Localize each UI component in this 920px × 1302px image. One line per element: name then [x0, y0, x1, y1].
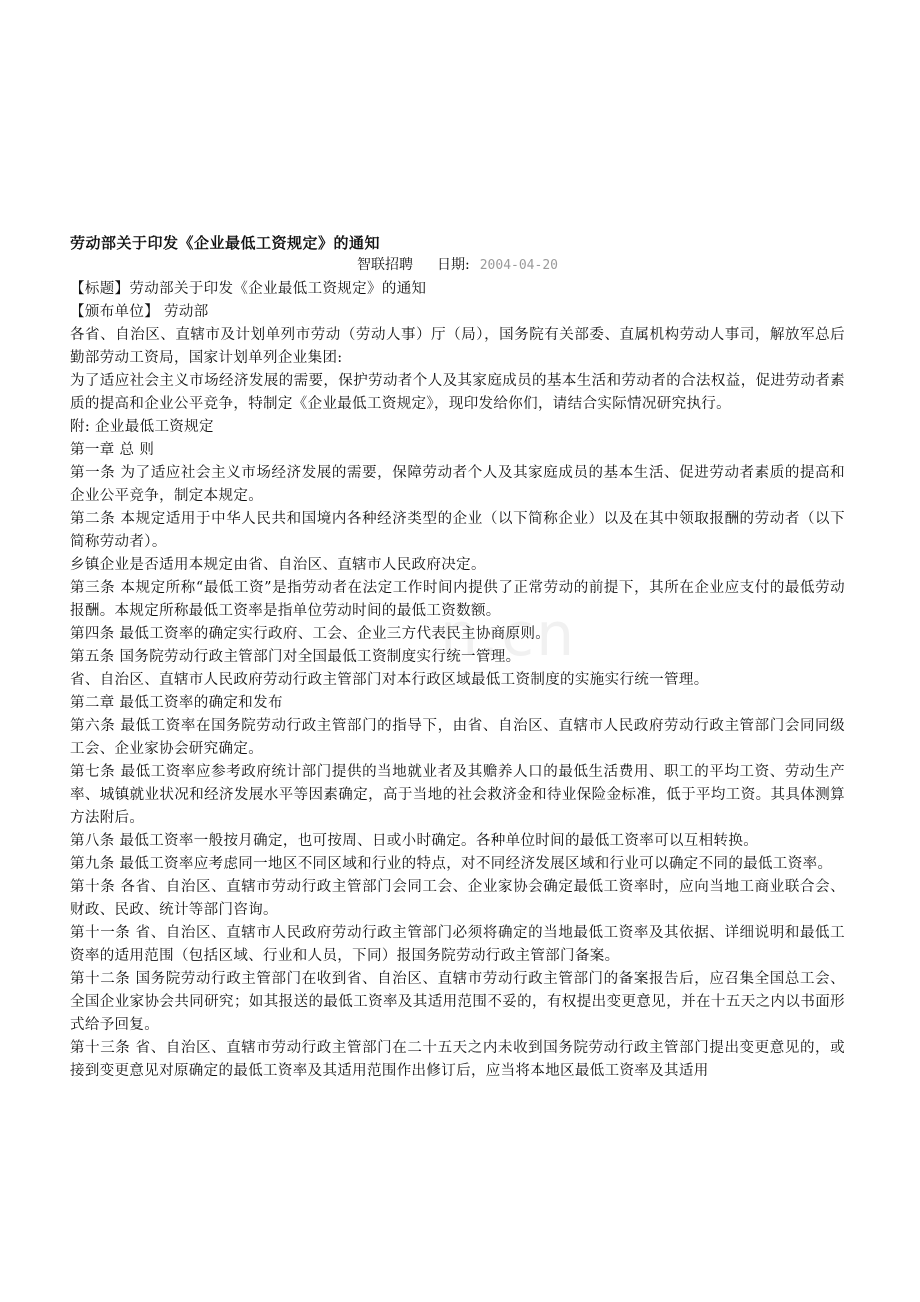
paragraph: 附: 企业最低工资规定: [70, 419, 214, 435]
article: 第九条 最低工资率应考虑同一地区不同区域和行业的特点，对不同经济发展区域和行业可以确定不同的最低工资率。: [70, 856, 833, 872]
article: 第四条 最低工资率的确定实行政府、工会、企业三方代表民主协商原则。: [70, 626, 551, 642]
document-title: 劳动部关于印发《企业最低工资规定》的通知: [70, 234, 381, 252]
article: 第六条 最低工资率在国务院劳动行政主管部门的指导下，由省、自治区、直辖市人民政府劳动行政主管部门会同同级工会、企业家协会研究确定。: [70, 718, 845, 757]
paragraph: 各省、自治区、直辖市及计划单列市劳动（劳动人事）厅（局），国务院有关部委、直属机构劳动人事司，解放军总后勤部劳动工资局，国家计划单列企业集团:: [70, 327, 845, 366]
article: 第十条 各省、自治区、直辖市劳动行政主管部门会同工会、企业家协会确定最低工资率时，应向当地工商业联合会、财政、民政、统计等部门咨询。: [70, 879, 845, 918]
paragraph: 【颁布单位】 劳动部: [70, 304, 209, 320]
paragraph: 【标题】劳动部关于印发《企业最低工资规定》的通知: [70, 281, 427, 297]
publish-date: 2004-04-20: [479, 258, 558, 273]
paragraph: 为了适应社会主义市场经济发展的需要，保护劳动者个人及其家庭成员的基本生活和劳动者的合法权益，促进劳动者素质的提高和企业公平竞争，特制定《企业最低工资规定》，现印发给你们，请结合实际情况研究执行。: [70, 373, 845, 412]
article: 第十一条 省、自治区、直辖市人民政府劳动行政主管部门必须将确定的当地最低工资率及其依据、详细说明和最低工资率的适用范围（包括区域、行业和人员，下同）报国务院劳动行政主管部门备案。: [70, 925, 845, 964]
watermark: n.cn: [440, 600, 577, 670]
date-label: 日期:: [437, 257, 470, 273]
source-name: 智联招聘: [357, 257, 413, 273]
article: 第一条 为了适应社会主义市场经济发展的需要，保障劳动者个人及其家庭成员的基本生活、促进劳动者素质的提高和企业公平竞争，制定本规定。: [70, 465, 845, 504]
paragraph: 省、自治区、直辖市人民政府劳动行政主管部门对本行政区域最低工资制度的实施实行统一管理。: [70, 672, 709, 688]
article: 第十三条 省、自治区、直辖市劳动行政主管部门在二十五天之内未收到国务院劳动行政主管部门提出变更意见的，或接到变更意见对原确定的最低工资率及其适用范围作出修订后，应当将本地区最低工资率及其适用: [70, 1040, 845, 1079]
article: 第三条 本规定所称“最低工资”是指劳动者在法定工作时间内提供了正常劳动的前提下，其所在企业应支付的最低劳动报酬。本规定所称最低工资率是指单位劳动时间的最低工资数额。: [70, 580, 845, 619]
document-page: [70, 232, 845, 1083]
paragraph: 乡镇企业是否适用本规定由省、自治区、直辖市人民政府决定。: [70, 557, 486, 573]
chapter-heading: 第一章 总 则: [70, 442, 155, 458]
document-meta: [70, 254, 845, 278]
article: 第十二条 国务院劳动行政主管部门在收到省、自治区、直辖市劳动行政主管部门的备案报告后，应召集全国总工会、全国企业家协会共同研究；如其报送的最低工资率及其适用范围不妥的，有权提出变更意见，并在十五天之内以书面形式给予回复。: [70, 971, 845, 1033]
document-body: [70, 278, 845, 1083]
chapter-heading: 第二章 最低工资率的确定和发布: [70, 695, 283, 711]
article: 第七条 最低工资率应参考政府统计部门提供的当地就业者及其赡养人口的最低生活费用、职工的平均工资、劳动生产率、城镇就业状况和经济发展水平等因素确定，高于当地的社会救济金和待业保险金标准，低于平均工资。其具体测算方法附后。: [70, 764, 845, 826]
article: 第二条 本规定适用于中华人民共和国境内各种经济类型的企业（以下简称企业）以及在其中领取报酬的劳动者（以下简称劳动者）。: [70, 511, 845, 550]
article: 第五条 国务院劳动行政主管部门对全国最低工资制度实行统一管理。: [70, 649, 521, 665]
article: 第八条 最低工资率一般按月确定，也可按周、日或小时确定。各种单位时间的最低工资率可以互相转换。: [70, 833, 759, 849]
